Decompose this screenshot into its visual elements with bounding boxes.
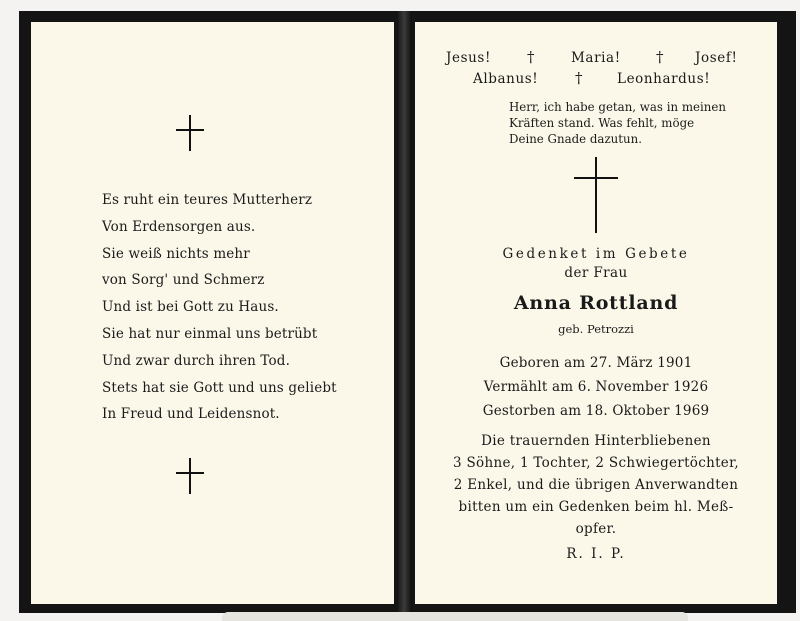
poem-line: Sie weiß nichts mehr (102, 245, 250, 262)
prayer-line: Herr, ich habe getan, was in meinen (509, 100, 726, 114)
poem-line: Sie hat nur einmal uns betrübt (102, 325, 318, 342)
invocation-leonhardus: Leonhardus! (617, 71, 711, 87)
poem-line: Es ruht ein teures Mutterherz (102, 192, 313, 208)
family-line: Die trauernden Hinterbliebenen (481, 433, 711, 449)
dagger-icon: † (527, 48, 535, 66)
prayer-line: Kräften stand. Was fehlt, möge (509, 116, 695, 130)
der-frau-label: der Frau (564, 265, 628, 281)
poem-line: Und ist bei Gott zu Haus. (102, 299, 279, 316)
poem-line: Von Erdensorgen aus. (102, 218, 256, 235)
life-dates (418, 351, 774, 423)
poem-line: In Freud und Leidensnot. (102, 406, 280, 423)
rip-text: R. I. P. (566, 546, 626, 562)
invocation-maria: Maria! (571, 50, 621, 66)
date-line: Vermählt am 6. November 1926 (483, 379, 709, 395)
dagger-icon: † (656, 48, 664, 66)
family-line: bitten um ein Gedenken beim hl. Meß- (458, 499, 734, 515)
invocation-albanus: Albanus! (473, 71, 539, 87)
birth-name: geb. Petrozzi (558, 322, 634, 336)
poem-line: von Sorg' und Schmerz (102, 272, 265, 289)
latin-cross-icon (574, 157, 618, 233)
prayer-line: Deine Gnade dazutun. (509, 132, 642, 146)
family-line: 2 Enkel, und die übrigen Anverwandten (453, 477, 739, 493)
poem-line: Stets hat sie Gott und uns geliebt (102, 379, 337, 396)
date-line: Gestorben am 18. Oktober 1969 (482, 403, 710, 419)
family-line: opfer. (575, 521, 617, 537)
gedenket-heading: Gedenket im Gebete (502, 246, 690, 262)
family-line: 3 Söhne, 1 Tochter, 2 Schwiegertöchter, (453, 455, 739, 471)
bottom-cross-icon (176, 458, 204, 494)
poem (102, 187, 337, 428)
prayer-verse (509, 99, 726, 147)
poem-line: Und zwar durch ihren Tod. (102, 352, 291, 369)
family-notice (418, 430, 774, 540)
underlying-card-edge (222, 612, 688, 621)
dagger-icon: † (575, 69, 583, 87)
invocation-jesus: Jesus! (446, 50, 491, 66)
deceased-name: Anna Rottland (513, 292, 679, 314)
top-cross-icon (176, 115, 204, 151)
invocation-josef: Josef! (695, 50, 738, 66)
date-line: Geboren am 27. März 1901 (499, 355, 693, 371)
card-spine (398, 11, 412, 613)
